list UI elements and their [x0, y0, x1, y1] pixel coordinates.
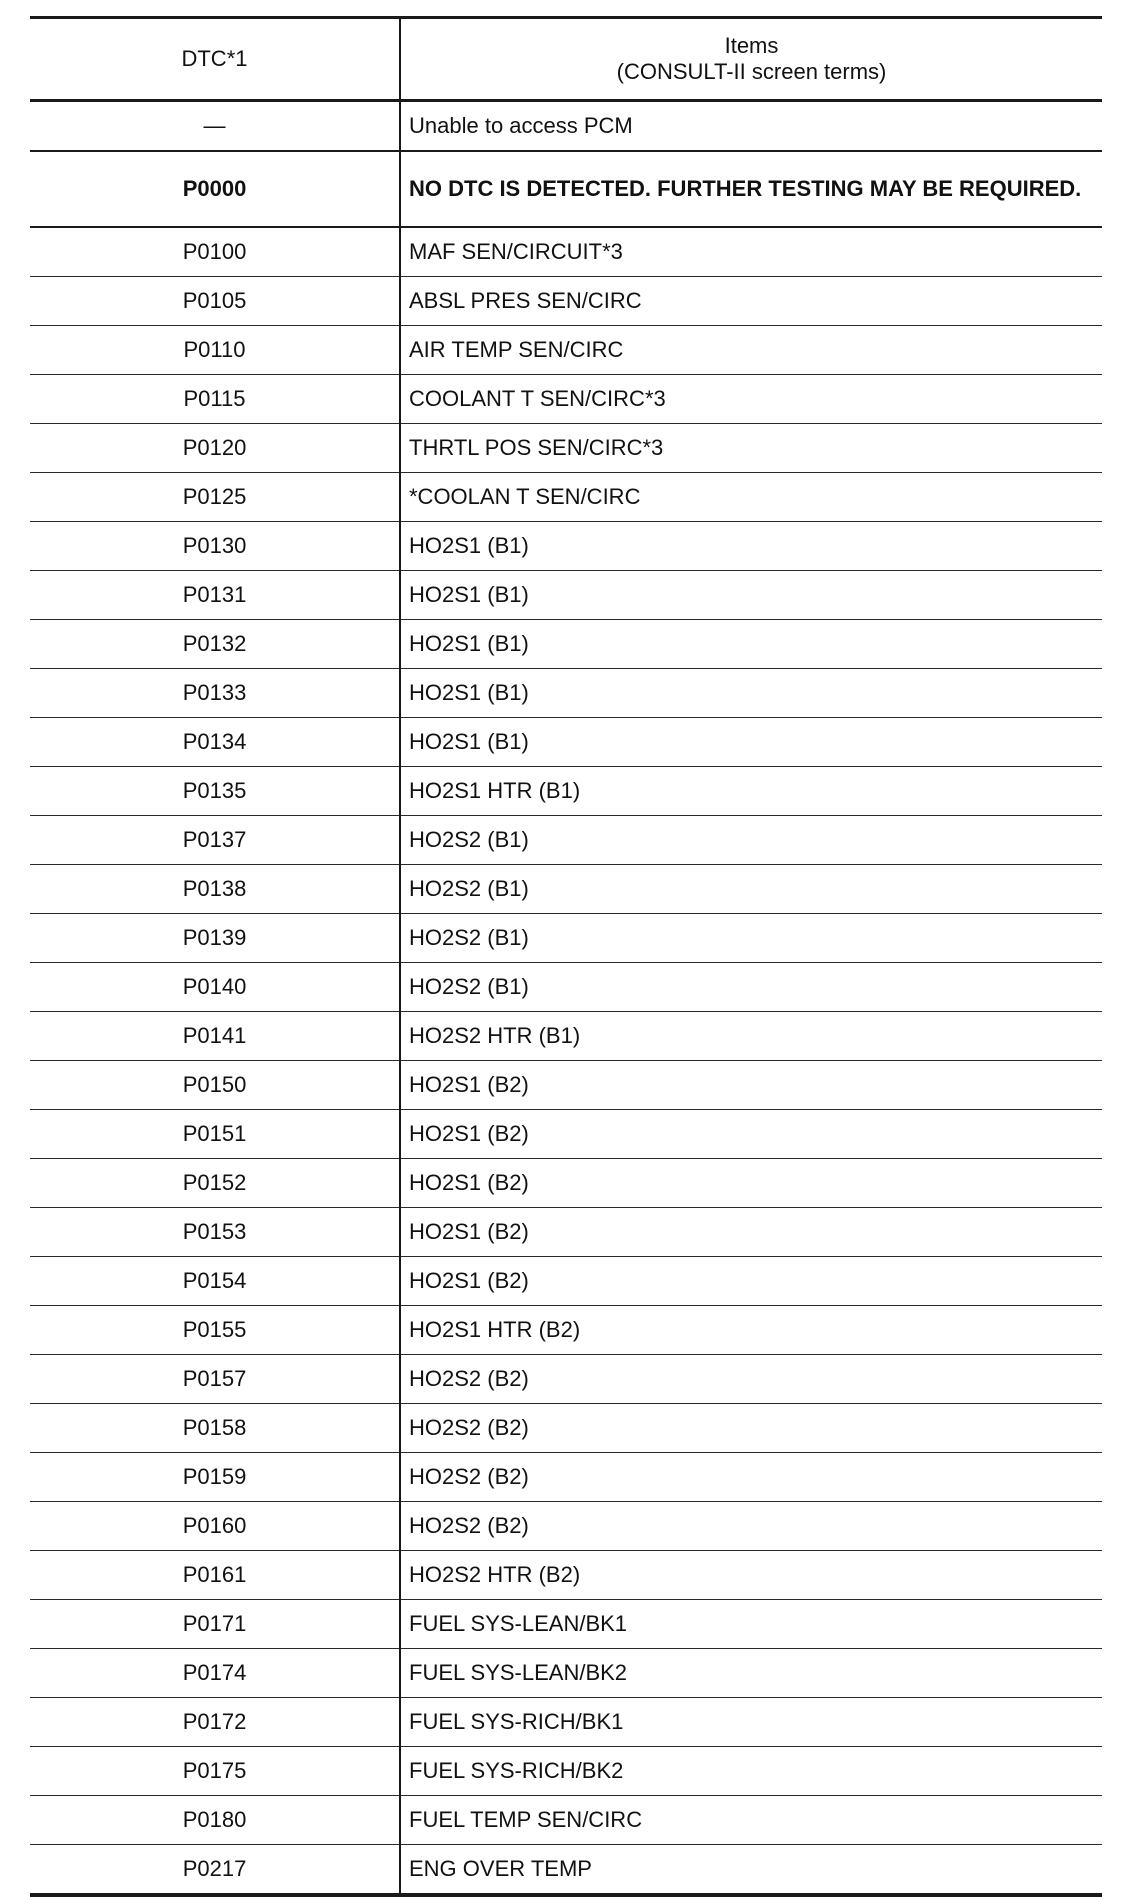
- table-row: [30, 375, 1102, 424]
- dtc-code-cell: P0137: [30, 816, 400, 865]
- dtc-code-cell: P0138: [30, 865, 400, 914]
- table-row: [30, 227, 1102, 277]
- table-body: [30, 101, 1102, 1896]
- header-items-subtitle: (CONSULT-II screen terms): [616, 59, 887, 84]
- table-row: [30, 277, 1102, 326]
- table-row: [30, 151, 1102, 227]
- table-row: [30, 669, 1102, 718]
- table-row: [30, 424, 1102, 473]
- table-row: [30, 522, 1102, 571]
- table-row: [30, 1845, 1102, 1896]
- table-row: [30, 914, 1102, 963]
- dtc-item-cell: FUEL SYS-LEAN/BK1: [400, 1600, 1102, 1649]
- dtc-code-cell: P0152: [30, 1159, 400, 1208]
- table-row: [30, 1159, 1102, 1208]
- table-header-row: [30, 18, 1102, 101]
- dtc-code-cell: P0172: [30, 1698, 400, 1747]
- dtc-item-cell: HO2S1 (B2): [400, 1159, 1102, 1208]
- table-row: [30, 1698, 1102, 1747]
- dtc-item-cell: HO2S1 (B1): [400, 718, 1102, 767]
- table-row: [30, 1649, 1102, 1698]
- table-row: [30, 1306, 1102, 1355]
- table-row: [30, 1404, 1102, 1453]
- dtc-code-cell: P0157: [30, 1355, 400, 1404]
- dtc-code-cell: P0139: [30, 914, 400, 963]
- dtc-code-cell: P0180: [30, 1796, 400, 1845]
- table-row: [30, 1747, 1102, 1796]
- dtc-table: [30, 16, 1102, 1897]
- table-row: [30, 1453, 1102, 1502]
- dtc-code-cell: P0100: [30, 227, 400, 277]
- dtc-item-cell: FUEL TEMP SEN/CIRC: [400, 1796, 1102, 1845]
- table-row: [30, 1257, 1102, 1306]
- table-row: [30, 1061, 1102, 1110]
- dtc-item-cell: HO2S2 (B2): [400, 1355, 1102, 1404]
- dtc-code-cell: P0131: [30, 571, 400, 620]
- dtc-code-cell: P0135: [30, 767, 400, 816]
- dtc-code-cell: P0161: [30, 1551, 400, 1600]
- dtc-item-cell: HO2S2 (B2): [400, 1453, 1102, 1502]
- dtc-code-cell: P0174: [30, 1649, 400, 1698]
- dtc-code-cell: P0105: [30, 277, 400, 326]
- dtc-item-cell: FUEL SYS-RICH/BK1: [400, 1698, 1102, 1747]
- dtc-item-cell: HO2S1 (B2): [400, 1061, 1102, 1110]
- dtc-code-cell: P0140: [30, 963, 400, 1012]
- dtc-item-cell: HO2S2 (B1): [400, 865, 1102, 914]
- dtc-item-cell: AIR TEMP SEN/CIRC: [400, 326, 1102, 375]
- dtc-code-cell: P0125: [30, 473, 400, 522]
- table-row: [30, 865, 1102, 914]
- dtc-item-cell: HO2S1 (B2): [400, 1208, 1102, 1257]
- table-row: [30, 1208, 1102, 1257]
- dtc-code-cell: P0130: [30, 522, 400, 571]
- dtc-code-cell: P0115: [30, 375, 400, 424]
- dtc-code-cell: P0175: [30, 1747, 400, 1796]
- dtc-code-cell: P0153: [30, 1208, 400, 1257]
- table-row: [30, 718, 1102, 767]
- dtc-item-cell: FUEL SYS-RICH/BK2: [400, 1747, 1102, 1796]
- dtc-item-cell: FUEL SYS-LEAN/BK2: [400, 1649, 1102, 1698]
- table-row: [30, 473, 1102, 522]
- dtc-code-cell: P0133: [30, 669, 400, 718]
- dtc-code-cell: P0132: [30, 620, 400, 669]
- header-dtc: DTC*1: [30, 18, 400, 101]
- dtc-item-cell: HO2S2 (B2): [400, 1404, 1102, 1453]
- table-row: [30, 1600, 1102, 1649]
- dtc-code-cell: P0110: [30, 326, 400, 375]
- dtc-code-cell: P0154: [30, 1257, 400, 1306]
- dtc-code-cell: P0120: [30, 424, 400, 473]
- table-row: [30, 571, 1102, 620]
- dtc-code-cell: —: [30, 101, 400, 152]
- dtc-item-cell: HO2S2 HTR (B1): [400, 1012, 1102, 1061]
- dtc-item-cell: HO2S1 (B2): [400, 1110, 1102, 1159]
- dtc-item-cell: HO2S1 HTR (B2): [400, 1306, 1102, 1355]
- table-row: [30, 963, 1102, 1012]
- table-row: [30, 1502, 1102, 1551]
- dtc-item-cell: HO2S1 HTR (B1): [400, 767, 1102, 816]
- dtc-item-cell: HO2S2 HTR (B2): [400, 1551, 1102, 1600]
- dtc-item-cell: HO2S2 (B1): [400, 816, 1102, 865]
- dtc-item-cell: COOLANT T SEN/CIRC*3: [400, 375, 1102, 424]
- dtc-code-cell: P0158: [30, 1404, 400, 1453]
- table-row: [30, 1796, 1102, 1845]
- dtc-item-cell: HO2S1 (B1): [400, 620, 1102, 669]
- table-row: [30, 816, 1102, 865]
- dtc-item-cell: ENG OVER TEMP: [400, 1845, 1102, 1896]
- table-row: [30, 326, 1102, 375]
- dtc-item-cell: HO2S1 (B1): [400, 669, 1102, 718]
- header-items-title: Items: [724, 33, 779, 58]
- dtc-code-cell: P0155: [30, 1306, 400, 1355]
- dtc-item-cell: NO DTC IS DETECTED. FURTHER TESTING MAY BE REQUIRED.: [400, 151, 1102, 227]
- dtc-item-cell: HO2S1 (B1): [400, 571, 1102, 620]
- dtc-item-cell: HO2S2 (B2): [400, 1502, 1102, 1551]
- dtc-item-cell: HO2S2 (B1): [400, 963, 1102, 1012]
- dtc-code-cell: P0000: [30, 151, 400, 227]
- dtc-item-cell: Unable to access PCM: [400, 101, 1102, 152]
- dtc-code-cell: P0160: [30, 1502, 400, 1551]
- header-items: [400, 18, 1102, 101]
- dtc-item-cell: *COOLAN T SEN/CIRC: [400, 473, 1102, 522]
- dtc-code-cell: P0134: [30, 718, 400, 767]
- dtc-code-cell: P0217: [30, 1845, 400, 1896]
- dtc-item-cell: MAF SEN/CIRCUIT*3: [400, 227, 1102, 277]
- table-row: [30, 1355, 1102, 1404]
- dtc-item-cell: HO2S1 (B2): [400, 1257, 1102, 1306]
- dtc-item-cell: THRTL POS SEN/CIRC*3: [400, 424, 1102, 473]
- dtc-code-cell: P0171: [30, 1600, 400, 1649]
- dtc-item-cell: ABSL PRES SEN/CIRC: [400, 277, 1102, 326]
- table-row: [30, 1110, 1102, 1159]
- table-row: [30, 1012, 1102, 1061]
- table-row: [30, 767, 1102, 816]
- dtc-code-cell: P0159: [30, 1453, 400, 1502]
- dtc-item-cell: HO2S1 (B1): [400, 522, 1102, 571]
- table-row: [30, 101, 1102, 152]
- table-row: [30, 620, 1102, 669]
- dtc-code-cell: P0150: [30, 1061, 400, 1110]
- dtc-code-cell: P0141: [30, 1012, 400, 1061]
- dtc-item-cell: HO2S2 (B1): [400, 914, 1102, 963]
- dtc-code-cell: P0151: [30, 1110, 400, 1159]
- table-row: [30, 1551, 1102, 1600]
